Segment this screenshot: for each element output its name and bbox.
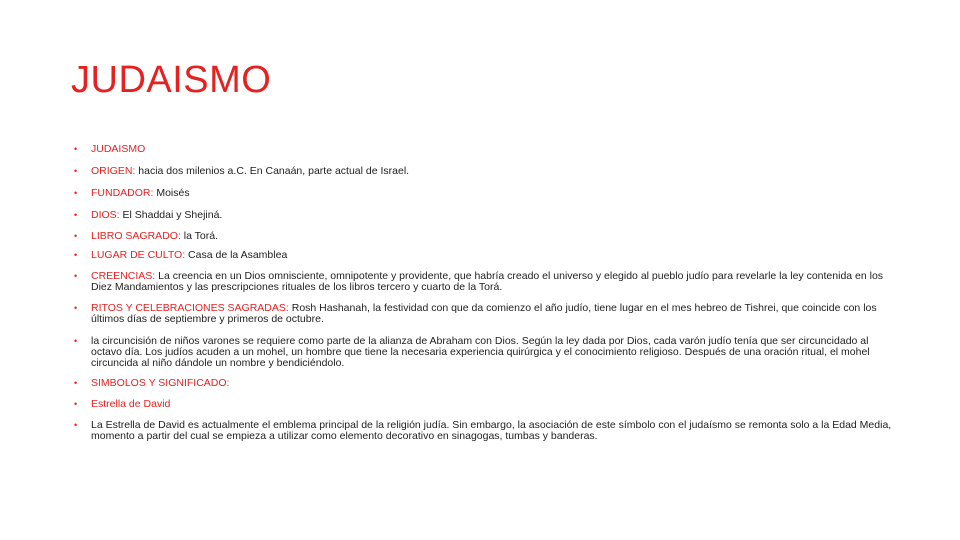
bullet-icon: • <box>74 250 78 260</box>
bullet-label: SIMBOLOS Y SIGNIFICADO: <box>91 377 230 389</box>
bullet-label: Estrella de David <box>91 398 171 410</box>
bullet-body: La creencia en un Dios omnisciente, omnipotente y providente, que habría creado el universo y elegido al pueblo judío para revelarle la ley contenida en los Diez Mandamientos y las prescripciones rituales de los libros tercero y cuarto de la Torá. <box>91 270 884 293</box>
bullet-label: CREENCIAS: <box>91 270 156 282</box>
bullet-icon: • <box>74 399 78 409</box>
bullet-label: JUDAISMO <box>91 143 146 155</box>
bullet-icon: • <box>74 420 78 430</box>
bullet-icon: • <box>74 166 78 176</box>
bullet-icon: • <box>74 271 78 281</box>
bullet-label: DIOS: <box>91 209 120 221</box>
bullet-body: El Shaddai y Shejiná. <box>119 209 223 221</box>
bullet-body: Rosh Hashanah, la festividad con que da comienzo el año judío, tiene lugar en el mes hebreo de Tishrei, que coincide con los últimos días de septiembre y primeros de octubre. <box>91 302 877 325</box>
bullet-icon: • <box>74 378 78 388</box>
bullet-label: ORIGEN: <box>91 165 136 177</box>
bullet-body: Moisés <box>153 187 190 199</box>
bullet-icon: • <box>74 210 78 220</box>
bullet-label: LUGAR DE CULTO: <box>91 249 186 261</box>
bullet-icon: • <box>74 336 78 346</box>
bullet-icon: • <box>74 144 78 154</box>
bullet-label: LIBRO SAGRADO: <box>91 230 181 242</box>
bullet-icon: • <box>74 303 78 313</box>
bullet-body: la circuncisión de niños varones se requiere como parte de la alianza de Abraham con Dios. Según la ley dada por Dios, cada varón judío tenía que ser circuncidado al octavo día. Los judíos acuden a un mohel, un hombre que tiene la necesaria experiencia quirúrgica y el conocimiento religioso. Después de una oración ritual, el mohel circuncida al niño dándole un nombre y bendiciéndolo. <box>91 335 870 369</box>
bullet-body: la Torá. <box>180 230 219 242</box>
bullet-icon: • <box>74 188 78 198</box>
bullet-body: hacia dos milenios a.C. En Canaán, parte actual de Israel. <box>135 165 410 177</box>
bullet-label: RITOS Y CELEBRACIONES SAGRADAS: <box>91 302 289 314</box>
bullet-body: Casa de la Asamblea <box>185 249 288 261</box>
bullet-body: La Estrella de David es actualmente el emblema principal de la religión judía. Sin embargo, la asociación de este símbolo con el judaísmo se remonta solo a la Edad Media, momento a partir del cual se empieza a utilizar como elemento decorativo en sinagogas, tumbas y banderas. <box>91 419 892 442</box>
bullet-icon: • <box>74 231 78 241</box>
slide-title: JUDAISMO <box>71 59 272 101</box>
bullet-label: FUNDADOR: <box>91 187 154 199</box>
